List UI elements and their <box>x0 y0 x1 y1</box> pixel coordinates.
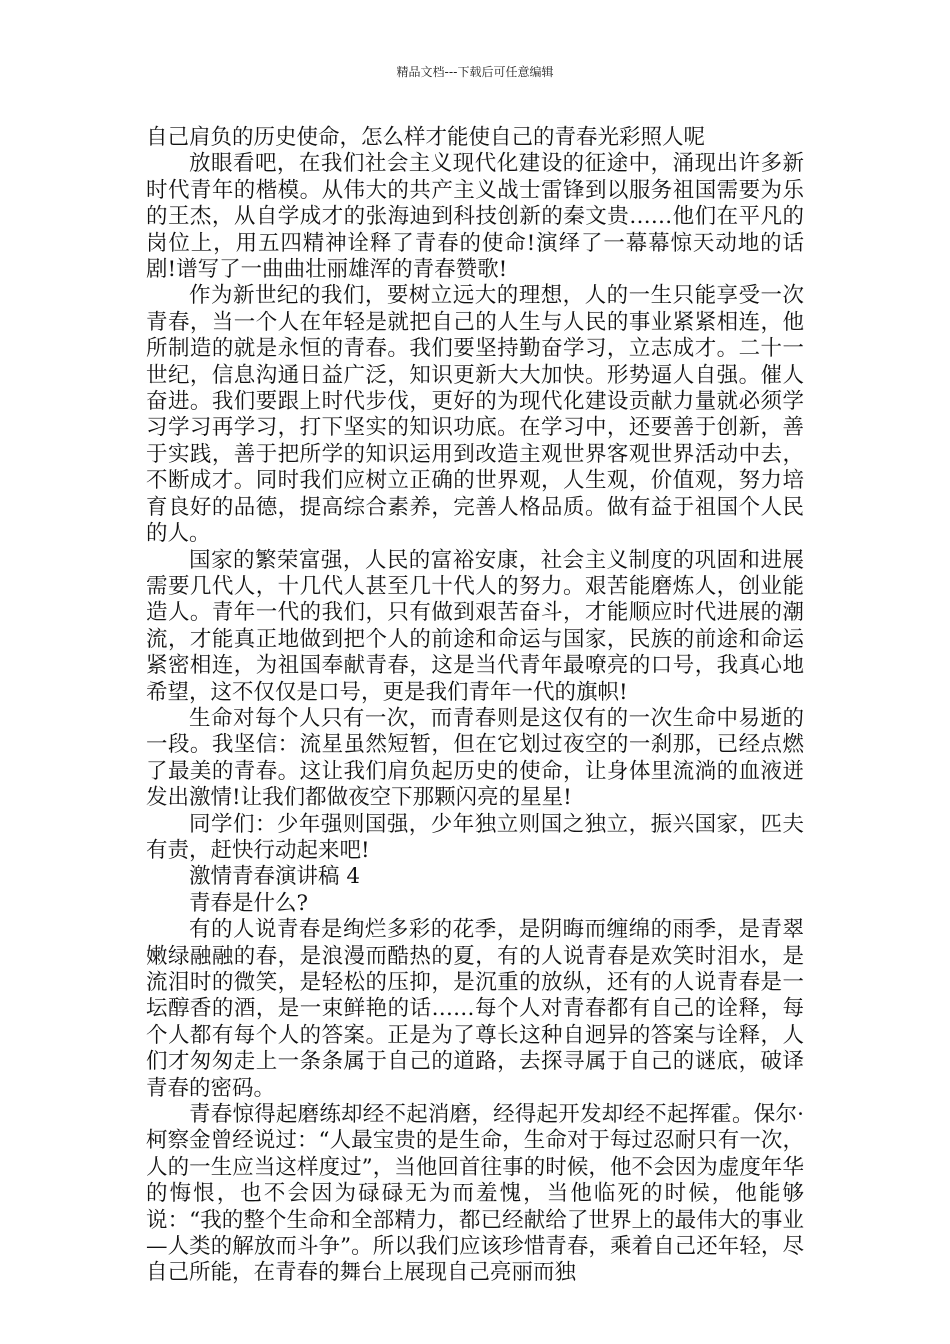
paragraph: 生命对每个人只有一次，而青春则是这仅有的一次生命中易逝的一段。我坚信：流星虽然短暂，但在它划过夜空的一刹那，已经点燃了最美的青春。这让我们肩负起历史的使命，让身体里流淌的血液迸发出激情!让我们都做夜空下那颗闪亮的星星! <box>146 705 804 811</box>
paragraph: 同学们：少年强则国强，少年独立则国之独立，振兴国家，匹夫有责，赶快行动起来吧! <box>146 811 804 863</box>
paragraph: 放眼看吧，在我们社会主义现代化建设的征途中，涌现出许多新时代青年的楷模。从伟大的共产主义战士雷锋到以服务祖国需要为乐的王杰，从自学成才的张海迪到科技创新的秦文贵……他们在平凡的岗位上，用五四精神诠释了青春的使命!演绎了一幕幕惊天动地的话剧!谱写了一曲曲壮丽雄浑的青春赞歌! <box>146 151 804 283</box>
paragraph: 青春是什么? <box>189 890 309 916</box>
document-body <box>146 125 804 1287</box>
paragraph: 青春惊得起磨练却经不起消磨，经得起开发却经不起挥霍。保尔·柯察金曾经说过：“人最宝贵的是生命，生命对于每过忍耐只有一次，人的一生应当这样度过”，当他回首往事的时候，他不会因为虚度年华的悔恨，也不会因为碌碌无为而羞愧，当他临死的时候，他能够说：“我的整个生命和全部精力，都已经献给了世界上的最伟大的事业—人类的解放而斗争”。所以我们应该珍惜青春，乘着自己还年轻，尽自己所能，在青春的舞台上展现自己亮丽而独 <box>146 1102 804 1286</box>
paragraph: 国家的繁荣富强，人民的富裕安康，社会主义制度的巩固和进展需要几代人，十几代人甚至几十代人的努力。艰苦能磨炼人，创业能造人。青年一代的我们，只有做到艰苦奋斗，才能顺应时代进展的潮流，才能真正地做到把个人的前途和命运与国家，民族的前途和命运紧密相连，为祖国奉献青春，这是当代青年最嘹亮的口号，我真心地希望，这不仅仅是口号，更是我们青年一代的旗帜! <box>146 547 804 705</box>
paragraph: 作为新世纪的我们，要树立远大的理想，人的一生只能享受一次青春，当一个人在年轻是就把自己的人生与人民的事业紧紧相连，他所制造的就是永恒的青春。我们要坚持勤奋学习，立志成才。二十一世纪，信息沟通日益广泛，知识更新大大加快。形势逼人自强。催人奋进。我们要跟上时代步伐，更好的为现代化建设贡献力量就必须学习学习再学习，打下坚实的知识功底。在学习中，还要善于创新，善于实践，善于把所学的知识运用到改造主观世界客观世界活动中去，不断成才。同时我们应树立正确的世界观，人生观，价值观，努力培育良好的品德，提高综合素养，完善人格品质。做有益于祖国个人民的人。 <box>146 283 804 547</box>
page-header: 精品文档---下载后可任意编辑 <box>396 65 554 79</box>
section-heading: 激情青春演讲稿 4 <box>189 864 361 890</box>
paragraph: 有的人说青春是绚烂多彩的花季，是阴晦而缠绵的雨季，是青翠嫩绿融融的春，是浪漫而酷热的夏，有的人说青春是欢笑时泪水，是流泪时的微笑，是轻松的压抑，是沉重的放纵，还有的人说青春是一坛醇香的酒，是一束鲜艳的话……每个人对青春都有自己的诠释，每个人都有每个人的答案。正是为了尊长这种自迥异的答案与诠释，人们才匆匆走上一条条属于自己的道路，去探寻属于自己的谜底，破译青春的密码。 <box>146 917 804 1101</box>
paragraph: 自己肩负的历史使命，怎么样才能使自己的青春光彩照人呢 <box>146 125 706 150</box>
